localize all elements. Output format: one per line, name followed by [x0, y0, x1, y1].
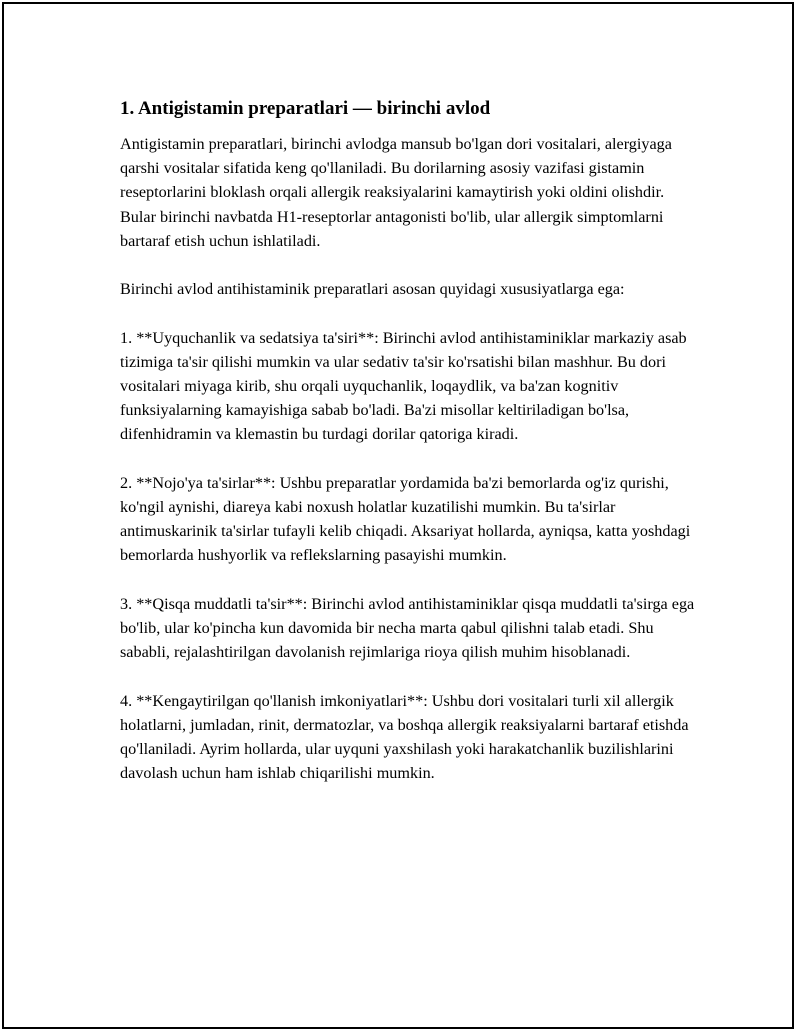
- intro-paragraph: Antigistamin preparatlari, birinchi avlodga mansub bo'lgan dori vositalari, alergiyaga qarshi vositalar sifatida keng qo'llaniladi. Bu dorilarning asosiy vazifasi gistamin reseptorlarini bloklash orqali allergik reaksiyalarini kamaytirish yoki oldini olishdir. Bular birinchi navbatda H1-reseptorlar antagonisti bo'lib, ular allergik simptomlarni bartaraf etish uchun ishlatiladi.: [120, 135, 672, 250]
- document-body: [120, 96, 700, 810]
- document-page: [2, 2, 794, 1029]
- document-title: 1. Antigistamin preparatlari — birinchi avlod: [120, 98, 491, 119]
- list-item-short-action: 3. **Qisqa muddatli ta'sir**: Birinchi avlod antihistaminiklar qisqa muddatli ta'sirga ega bo'lib, ular ko'pincha kun davomida bir necha marta qabul qilishni talab etadi. Shu sababli, rejalashtirilgan davolanish rejimlariga rioya qilish muhim hisoblanadi.: [120, 594, 695, 662]
- list-item-sedation: 1. **Uyquchanlik va sedatsiya ta'siri**: Birinchi avlod antihistaminiklar markaziy asab tizimiga ta'sir qilishi mumkin va ular sedativ ta'sir ko'rsatishi bilan mashhur. Bu dori vositalari miyaga kirib, shu orqali uyquchanlik, loqaydlik, va ba'zan kognitiv funksiyalarning kamayishiga sabab bo'ladi. Ba'zi misollar keltiriladigan bo'lsa, difenhidramin va klemastin bu turdagi dorilar qatoriga kiradi.: [120, 328, 687, 444]
- list-item-extended-use: 4. **Kengaytirilgan qo'llanish imkoniyatlari**: Ushbu dori vositalari turli xil allergik holatlarni, jumladan, rinit, dermatozlar, va boshqa allergik reaksiyalarni bartaraf etishda qo'llaniladi. Ayrim hollarda, ular uyquni yaxshilash yoki harakatchanlik buzilishlarini davolash uchun ham ishlab chiqarilishi mumkin.: [120, 691, 689, 783]
- features-lead-paragraph: Birinchi avlod antihistaminik preparatlari asosan quyidagi xususiyatlarga ega:: [120, 280, 625, 299]
- list-item-side-effects: 2. **Nojo'ya ta'sirlar**: Ushbu preparatlar yordamida ba'zi bemorlarda og'iz qurishi, ko'ngil aynishi, diareya kabi noxush holatlar kuzatilishi mumkin. Bu ta'sirlar antimuskarinik ta'sirlar tufayli kelib chiqadi. Aksariyat hollarda, ayniqsa, katta yoshdagi bemorlarda hushyorlik va reflekslarning pasayishi mumkin.: [120, 473, 691, 565]
